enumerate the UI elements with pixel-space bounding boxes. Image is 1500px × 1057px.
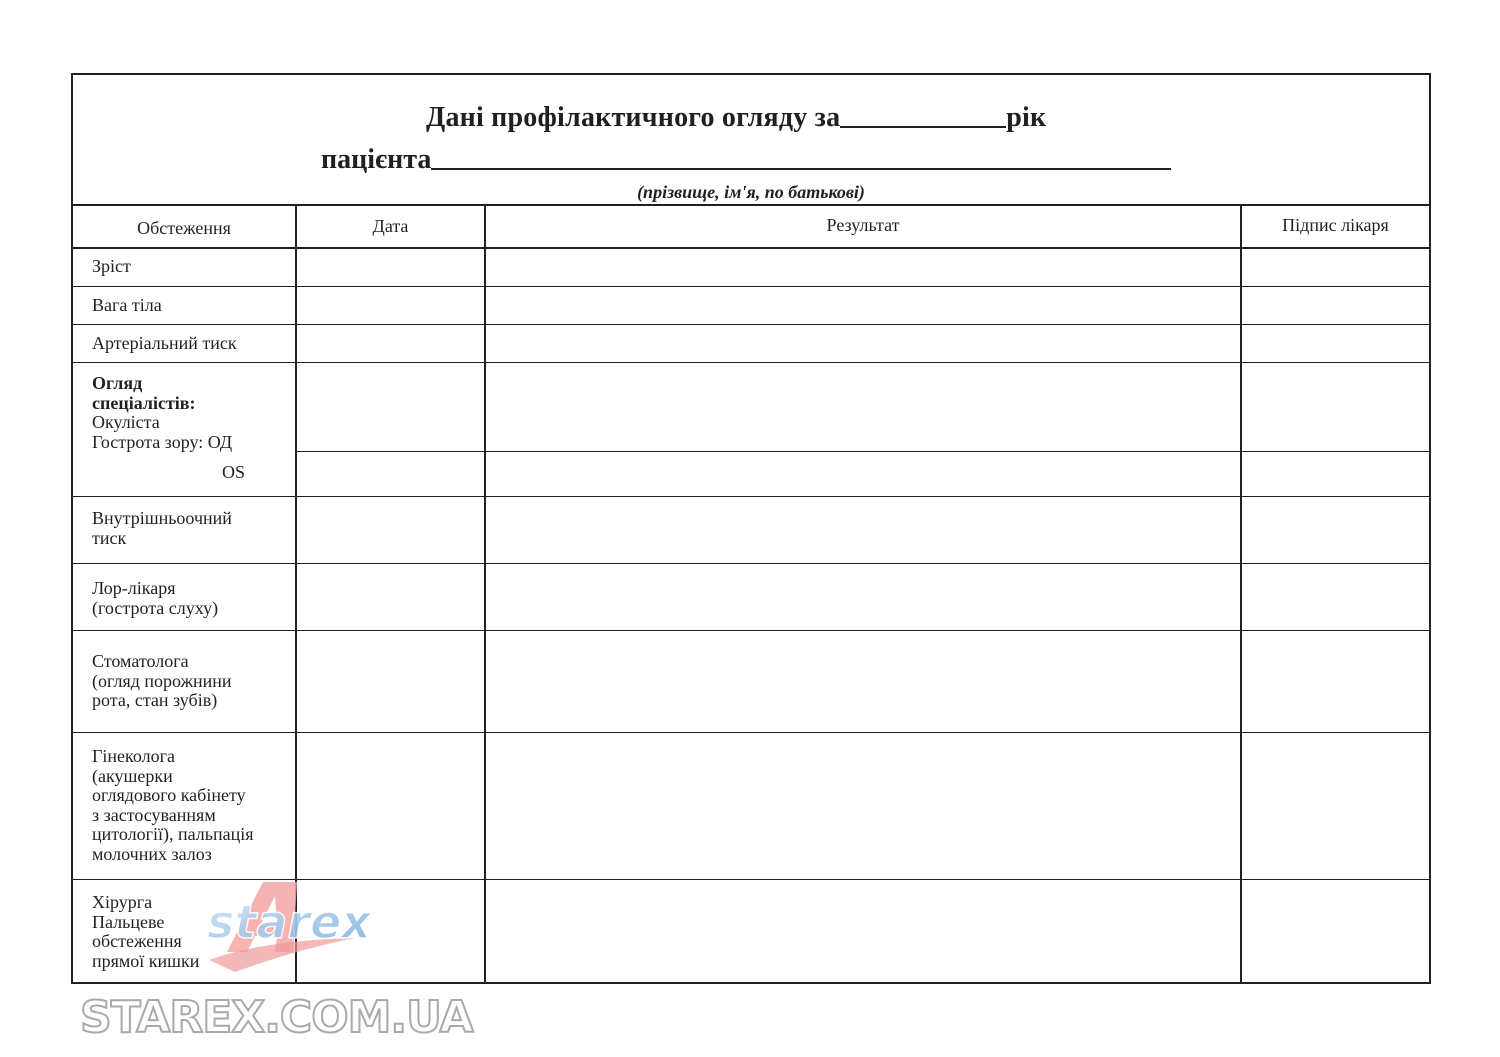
surgeon-line: обстеження (92, 931, 182, 951)
row-divider (73, 247, 1429, 249)
oculist-label: Окуліста (92, 412, 160, 432)
gyn-line: (акушерки (92, 765, 173, 786)
row-divider (73, 732, 1429, 733)
row-weight: Вага тіла (92, 295, 162, 315)
form-header (73, 75, 1429, 206)
ent-line: (гострота слуху) (92, 597, 219, 618)
col-divider (295, 204, 297, 982)
row-height: Зріст (92, 256, 131, 276)
row-specialists (92, 374, 232, 452)
row-divider (73, 324, 1429, 325)
row-intraocular-pressure (92, 509, 232, 548)
col-divider (1240, 204, 1242, 982)
patient-label: пацієнта (321, 144, 432, 175)
row-divider (73, 563, 1429, 564)
dentist-line: (огляд порожнини (92, 670, 232, 691)
col-header-result: Результат (826, 215, 900, 235)
surgeon-line: прямої кишки (92, 950, 200, 971)
checkup-form (71, 73, 1431, 984)
row-divider (73, 630, 1429, 631)
col-header-signature: Підпис лікаря (1282, 215, 1389, 235)
gyn-line: цитології), пальпація (92, 824, 254, 844)
iop-line: тиск (92, 527, 127, 548)
specialists-heading: Огляд (92, 373, 143, 393)
gyn-line: молочних залоз (92, 843, 212, 864)
site-watermark: STAREX.COM.UA (80, 992, 473, 1043)
row-divider (73, 362, 1429, 363)
logo-text: starex (207, 895, 371, 949)
title-suffix: рік (1006, 102, 1047, 133)
row-dentist (92, 652, 232, 711)
form-title (426, 100, 1046, 134)
gyn-line: з застосуванням (92, 804, 216, 825)
year-blank[interactable] (840, 100, 1006, 128)
row-divider (73, 286, 1429, 287)
starex-logo-watermark (205, 880, 400, 980)
patient-line (321, 142, 1171, 176)
row-gynecologist (92, 747, 254, 864)
gyn-line: оглядового кабінету (92, 785, 246, 805)
title-prefix: Дані профілактичного огляду за (426, 102, 841, 133)
acuity-od-label: Гострота зору: ОД (92, 431, 233, 452)
ent-line: Лор-лікаря (92, 578, 176, 598)
patient-name-blank[interactable] (431, 142, 1171, 170)
acuity-os-label: OS (222, 462, 246, 482)
col-header-date: Дата (372, 216, 409, 236)
dentist-line: рота, стан зубів) (92, 690, 218, 710)
row-surgeon (92, 893, 199, 971)
iop-line: Внутрішньоочний (92, 508, 232, 528)
col-header-exam: Обстеження (137, 218, 231, 238)
row-pressure: Артеріальний тиск (92, 333, 237, 353)
specialists-heading: спеціалістів: (92, 392, 196, 413)
row-divider (295, 451, 1429, 452)
dentist-line: Стоматолога (92, 651, 189, 671)
gyn-line: Гінеколога (92, 746, 175, 766)
surgeon-line: Пальцеве (92, 911, 165, 932)
col-divider (484, 204, 486, 982)
row-ent (92, 579, 218, 618)
row-divider (73, 496, 1429, 497)
name-caption: (прізвище, ім'я, по батькові) (637, 182, 865, 202)
surgeon-line: Хірурга (92, 892, 153, 912)
